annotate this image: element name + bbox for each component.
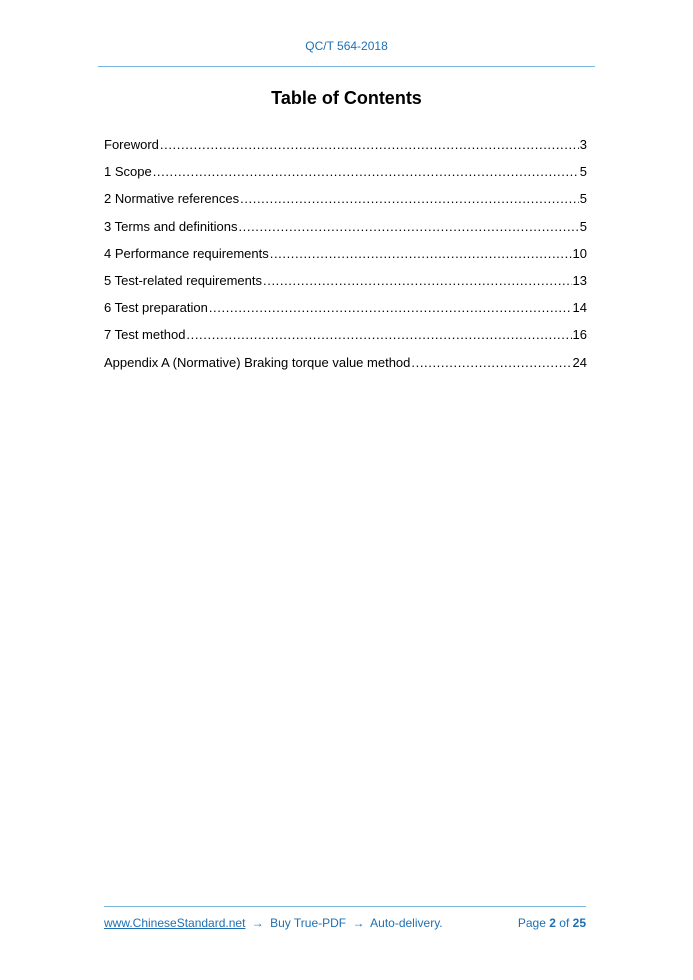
toc-entry-label: 7 Test method (104, 327, 186, 343)
toc-entry-page: 5 (579, 191, 587, 207)
toc-entry-label: 1 Scope (104, 164, 152, 180)
toc-entry-label: 3 Terms and definitions (104, 218, 238, 234)
toc-entry-terms-and-definitions[interactable] (104, 218, 587, 245)
toc-entry-label: Foreword (104, 137, 159, 152)
toc-entry-page: 13 (572, 272, 587, 288)
toc-dot-leader (160, 136, 579, 154)
footer-promo (104, 916, 443, 930)
of-word: of (559, 916, 570, 930)
toc-dot-leader (209, 299, 572, 317)
toc-entry-label: 4 Performance requirements (104, 245, 269, 261)
toc-entry-page: 10 (572, 245, 587, 261)
toc-entry-page: 24 (572, 354, 587, 370)
toc-entry-foreword[interactable] (104, 136, 587, 163)
total-page-count: 25 (572, 916, 586, 930)
toc-entry-test-related-requirements[interactable] (104, 272, 587, 299)
toc-entry-label: 2 Normative references (104, 191, 240, 207)
site-link[interactable]: www.ChineseStandard.net (104, 916, 246, 930)
footer-divider (104, 906, 586, 907)
toc-entry-page: 3 (579, 137, 587, 152)
toc-entry-test-preparation[interactable] (104, 299, 587, 326)
toc-entry-page: 14 (572, 300, 587, 316)
toc-dot-leader (263, 272, 572, 290)
toc-entry-page: 5 (579, 218, 587, 234)
toc-entry-label: 6 Test preparation (104, 300, 208, 316)
toc-dot-leader (270, 245, 572, 263)
page-title: Table of Contents (271, 88, 422, 108)
page-number (518, 916, 586, 930)
right-arrow-icon: → (251, 916, 264, 930)
toc-dot-leader (238, 218, 578, 236)
toc-entry-performance-requirements[interactable] (104, 245, 587, 272)
buy-true-pdf-text: Buy True-PDF (270, 916, 347, 930)
toc-entry-label: Appendix A (Normative) Braking torque value method (104, 354, 411, 370)
toc-entry-scope[interactable] (104, 163, 587, 190)
document-code-header: QC/T 564-2018 (305, 39, 388, 53)
toc-dot-leader (153, 163, 579, 181)
toc-entry-normative-references[interactable] (104, 190, 587, 217)
toc-entry-test-method[interactable] (104, 326, 587, 353)
toc-dot-leader (186, 326, 571, 344)
table-of-contents (104, 136, 587, 381)
toc-entry-page: 16 (572, 327, 587, 343)
toc-dot-leader (240, 190, 579, 208)
toc-entry-page: 5 (579, 164, 587, 180)
header-divider (98, 66, 595, 67)
right-arrow-icon: → (352, 916, 365, 930)
auto-delivery-text: Auto-delivery. (370, 916, 443, 930)
toc-dot-leader (411, 354, 571, 372)
page-word: Page (517, 916, 546, 930)
toc-entry-appendix-a[interactable] (104, 354, 587, 381)
current-page-number: 2 (549, 916, 556, 930)
toc-entry-label: 5 Test-related requirements (104, 272, 263, 288)
